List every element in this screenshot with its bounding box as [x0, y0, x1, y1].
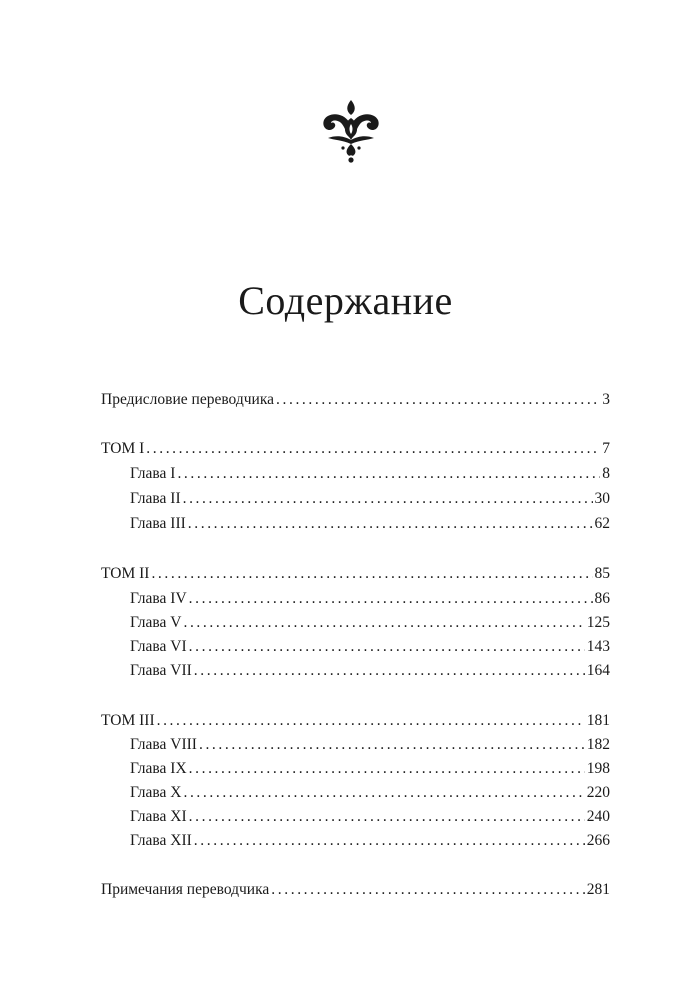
- dot-leader: [189, 637, 585, 657]
- dot-leader: [194, 661, 585, 681]
- dot-leader: [199, 735, 585, 755]
- dot-leader: [183, 783, 584, 803]
- toc-page-number: 164: [586, 662, 610, 679]
- dot-leader: [189, 759, 585, 779]
- toc-page-number: 266: [586, 832, 610, 849]
- dot-leader: [189, 807, 585, 827]
- toc-entry-label: Глава I: [130, 465, 176, 482]
- toc-page-number: 240: [586, 808, 610, 825]
- toc-entry-label: Глава V: [130, 614, 182, 631]
- toc-entry-label: ТОМ I: [101, 440, 145, 457]
- toc-entry-chapter-9[interactable]: [0, 759, 610, 779]
- toc-entry-label: Глава XI: [130, 808, 187, 825]
- toc-entry-label: Глава IX: [130, 760, 187, 777]
- toc-page-number: 62: [594, 515, 610, 532]
- toc-entry-tom-2[interactable]: [0, 564, 610, 584]
- toc-page-number: 198: [586, 760, 610, 777]
- page-title: Содержание: [238, 278, 453, 323]
- toc-page-number: 281: [586, 881, 610, 898]
- toc-entry-label: ТОМ III: [101, 712, 155, 729]
- toc-entry-chapter-11[interactable]: [0, 807, 610, 827]
- toc-entry-label: Глава XII: [130, 832, 192, 849]
- toc-entry-label: Глава II: [130, 490, 181, 507]
- dot-leader: [276, 390, 600, 410]
- dot-leader: [146, 439, 600, 459]
- toc-entry-chapter-8[interactable]: [0, 735, 610, 755]
- toc-entry-label: ТОМ II: [101, 565, 150, 582]
- toc-entry-label: Глава IV: [130, 590, 187, 607]
- toc-entry-chapter-7[interactable]: [0, 661, 610, 681]
- toc-entry-tom-1[interactable]: [0, 439, 610, 459]
- toc-entry-label: Глава VII: [130, 662, 192, 679]
- dot-leader: [183, 489, 593, 509]
- fleuron-icon: [318, 98, 384, 166]
- toc-page-number: 86: [594, 590, 610, 607]
- toc-entry-label: Глава VI: [130, 638, 187, 655]
- toc-entry-chapter-5[interactable]: [0, 613, 610, 633]
- toc-page-number: 182: [586, 736, 610, 753]
- toc-entry-chapter-6[interactable]: [0, 637, 610, 657]
- toc-entry-notes[interactable]: [0, 880, 610, 900]
- toc-entry-tom-3[interactable]: [0, 711, 610, 731]
- toc-page-number: 85: [594, 565, 610, 582]
- toc-entry-label: Глава VIII: [130, 736, 197, 753]
- dot-leader: [188, 514, 593, 534]
- toc-entry-label: Примечания переводчика: [101, 881, 270, 898]
- toc-entry-chapter-10[interactable]: [0, 783, 610, 803]
- dot-leader: [177, 464, 600, 484]
- toc-entry-chapter-12[interactable]: [0, 831, 610, 851]
- toc-entry-label: Глава III: [130, 515, 186, 532]
- toc-entry-label: Глава X: [130, 784, 182, 801]
- dot-leader: [151, 564, 592, 584]
- toc-page-number: 7: [602, 440, 610, 457]
- toc-entry-label: Предисловие переводчика: [101, 391, 275, 408]
- toc-page-number: 30: [594, 490, 610, 507]
- dot-leader: [271, 880, 584, 900]
- toc-entry-chapter-2[interactable]: [0, 489, 610, 509]
- dot-leader: [157, 711, 585, 731]
- toc-page-number: 220: [586, 784, 610, 801]
- toc-page-number: 3: [602, 391, 610, 408]
- toc-entry-chapter-1[interactable]: [0, 464, 610, 484]
- dot-leader: [183, 613, 584, 633]
- dot-leader: [194, 831, 585, 851]
- toc-entry-chapter-3[interactable]: [0, 514, 610, 534]
- toc-entry-preface[interactable]: [0, 390, 610, 410]
- toc-page-number: 8: [602, 465, 610, 482]
- toc-page-number: 125: [586, 614, 610, 631]
- toc-entry-chapter-4[interactable]: [0, 589, 610, 609]
- toc-page-number: 143: [586, 638, 610, 655]
- dot-leader: [189, 589, 593, 609]
- toc-page-number: 181: [586, 712, 610, 729]
